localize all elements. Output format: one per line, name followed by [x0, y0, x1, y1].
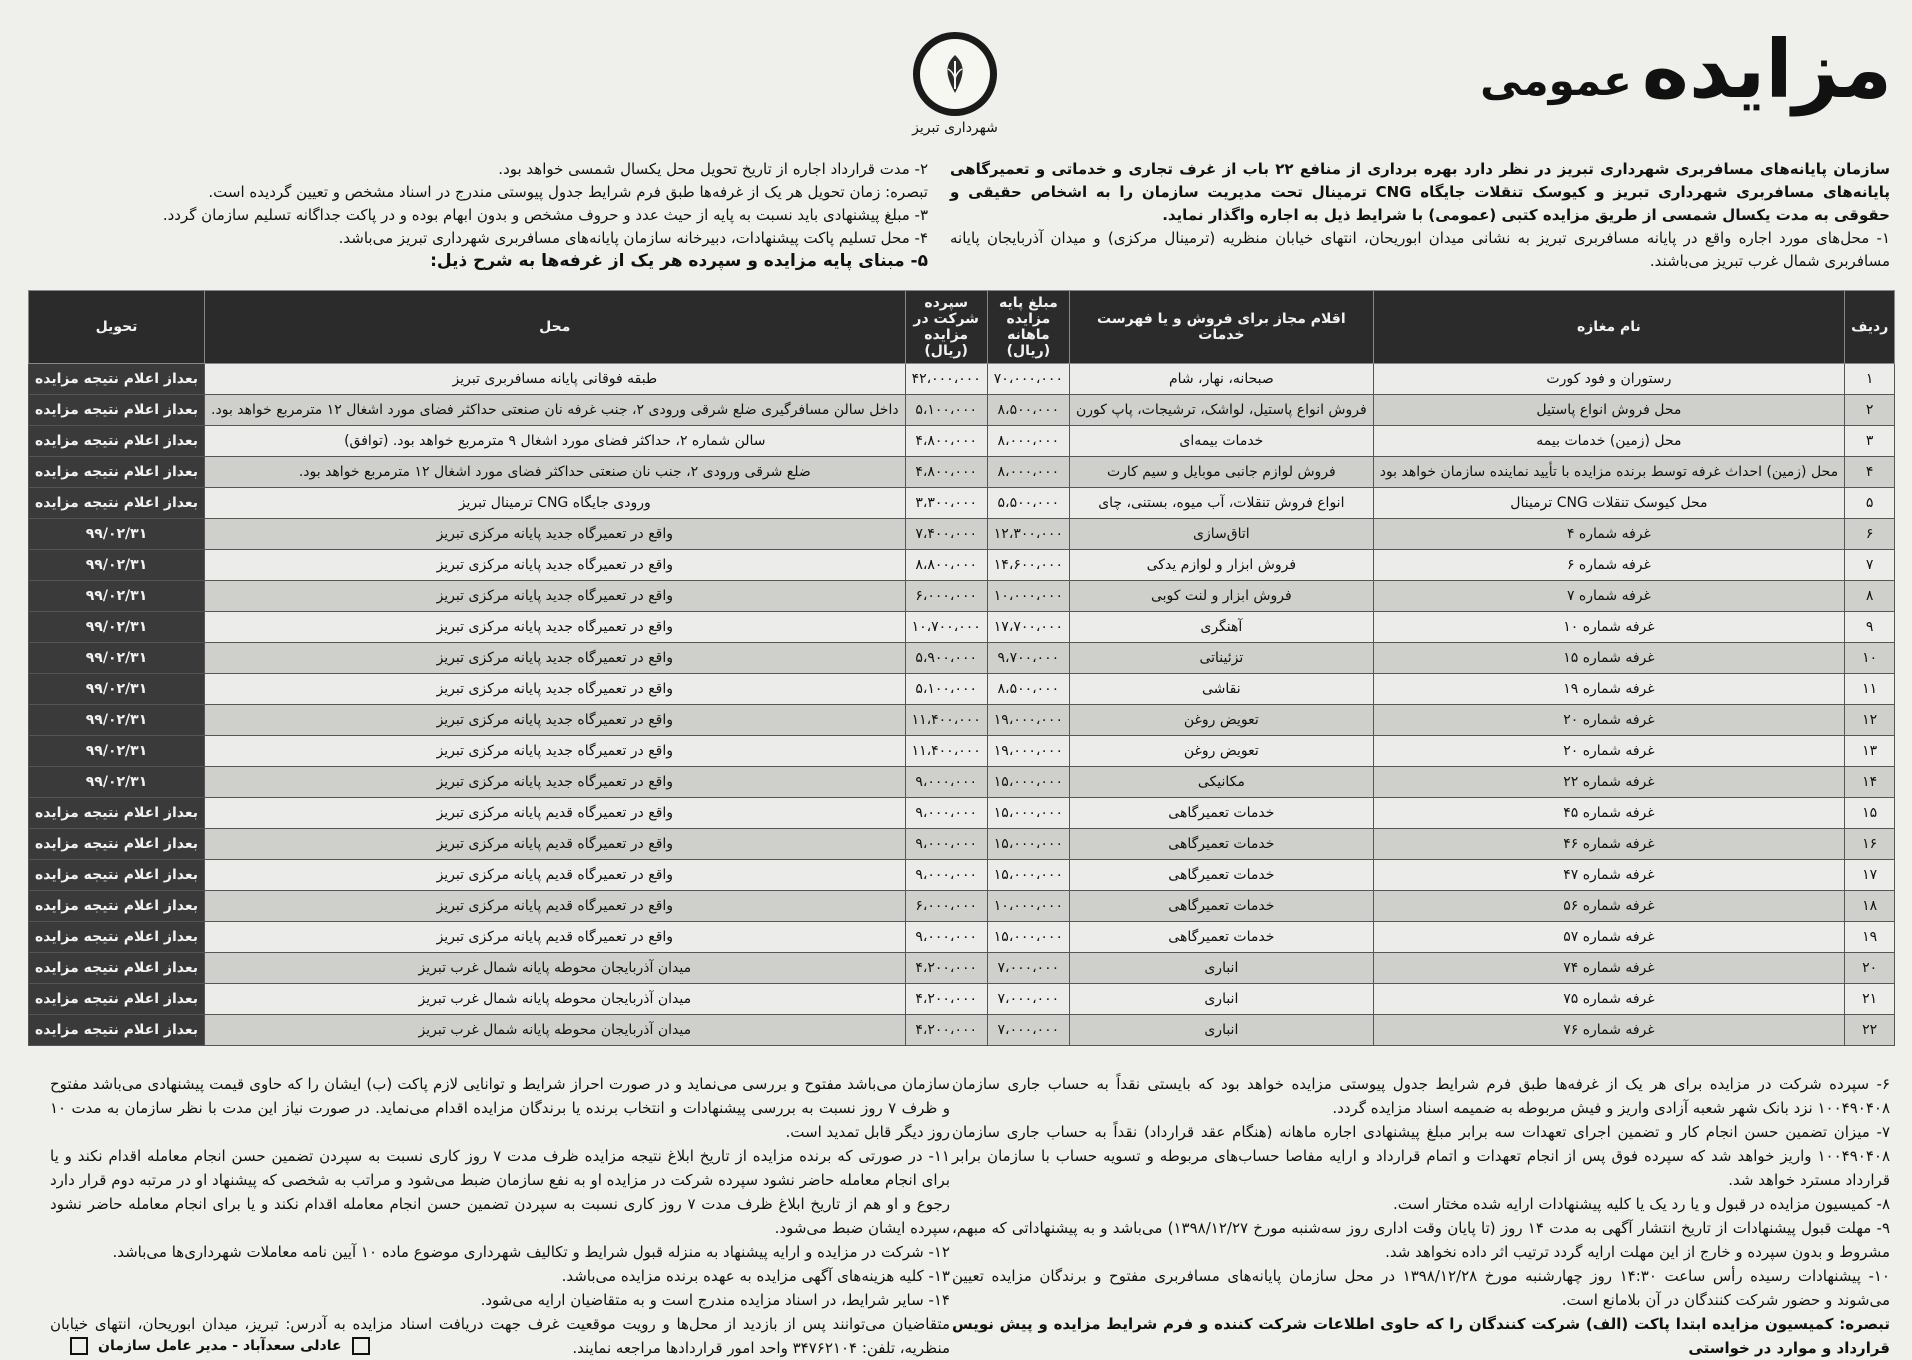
col-header-items: اقلام مجاز برای فروش و یا فهرست خدمات	[1069, 291, 1373, 364]
cell-delivery: ۹۹/۰۲/۳۱	[29, 674, 205, 705]
table-row	[29, 581, 1895, 612]
term-item: متقاضیان می‌توانند پس از بازدید از محل‌ها و رویت موقعیت غرف جهت دریافت اسناد مزایده به آدرس: تبریز، میدان ابوریحان، انتهای خیابان منظریه، تلفن: ۳۴۷۶۲۱۰۴ واحد امور قراردادها مراجعه نمایند.	[50, 1315, 950, 1357]
cell-location: واقع در تعمیرگاه جدید پایانه مرکزی تبریز	[205, 674, 906, 705]
logo-emblem-icon	[913, 32, 997, 116]
cell-shop-name: غرفه شماره ۷۶	[1373, 1015, 1844, 1046]
term-item: ۱۲- شرکت در مزایده و ارایه پیشنهاد به منزله قبول شرایط و تکالیف شهرداری موضوع ماده ۱۰ آیین نامه معاملات شهرداری‌ها می‌باشد.	[112, 1243, 950, 1261]
cell-shop-name: غرفه شماره ۵۷	[1373, 922, 1844, 953]
intro-right	[950, 158, 1890, 273]
municipality-logo	[880, 32, 1030, 142]
cell-row-number: ۱۹	[1845, 922, 1895, 953]
cell-base-price: ۱۵،۰۰۰،۰۰۰	[987, 798, 1069, 829]
cell-items: خدمات بیمه‌ای	[1069, 426, 1373, 457]
term-item: ۶- سپرده شرکت در مزایده برای هر یک از غرفه‌ها طبق فرم شرایط جدول پیوستی مزایده خواهد بود که بایستی نقداً به حساب جاری سازمان ۱۰۰۴۹۰۴۰۸ نزد بانک شهر شعبه آزادی واریز و فیش مربوطه به ضمیمه اسناد مزایده گردد.	[952, 1075, 1890, 1117]
cell-row-number: ۱۸	[1845, 891, 1895, 922]
cell-base-price: ۸،۰۰۰،۰۰۰	[987, 457, 1069, 488]
cell-row-number: ۴	[1845, 457, 1895, 488]
term-item: ۱۱- در صورتی که برنده مزایده از تاریخ ابلاغ نتیجه مزایده ظرف مدت ۷ روز کاری نسبت به سپردن تضمین حسن انجام معامله اقدام نکند و یا برای انجام معامله حاضر نشود سپرده شرکت در مزایده او به نفع سازمان ضبط می‌شود و مراتب به شخصی که پیشنهاد او در مرتبه دوم قرار دارد رجوع و او هم از تاریخ ابلاغ ظرف مدت ۷ روز کاری نسبت به سپردن تضمین حسن انجام معامله اقدام نکند و یا برای انجام معامله حاضر نشود سپرده ایشان ضبط می‌شود.	[50, 1147, 950, 1237]
cell-delivery: ۹۹/۰۲/۳۱	[29, 643, 205, 674]
cell-delivery: ۹۹/۰۲/۳۱	[29, 519, 205, 550]
cell-row-number: ۱	[1845, 364, 1895, 395]
condition-item: ۲- مدت قرارداد اجاره از تاریخ تحویل محل یکسال شمسی خواهد بود.	[498, 160, 928, 178]
table-row	[29, 395, 1895, 426]
cell-row-number: ۲۰	[1845, 953, 1895, 984]
cell-deposit: ۶،۰۰۰،۰۰۰	[905, 891, 987, 922]
cell-base-price: ۱۴،۶۰۰،۰۰۰	[987, 550, 1069, 581]
table-row	[29, 674, 1895, 705]
cell-items: اتاق‌سازی	[1069, 519, 1373, 550]
cell-location: واقع در تعمیرگاه جدید پایانه مرکزی تبریز	[205, 581, 906, 612]
cell-delivery: بعداز اعلام نتیجه مزایده	[29, 953, 205, 984]
cell-location: طبقه فوقانی پایانه مسافربری تبریز	[205, 364, 906, 395]
cell-items: خدمات تعمیرگاهی	[1069, 922, 1373, 953]
cell-base-price: ۸،۵۰۰،۰۰۰	[987, 674, 1069, 705]
table-row	[29, 891, 1895, 922]
cell-row-number: ۳	[1845, 426, 1895, 457]
cell-shop-name: محل کیوسک تنقلات CNG ترمینال	[1373, 488, 1844, 519]
cell-location: واقع در تعمیرگاه جدید پایانه مرکزی تبریز	[205, 519, 906, 550]
cell-row-number: ۱۶	[1845, 829, 1895, 860]
cell-base-price: ۱۲،۳۰۰،۰۰۰	[987, 519, 1069, 550]
intro-left	[28, 158, 928, 273]
table-row	[29, 519, 1895, 550]
cell-shop-name: غرفه شماره ۱۵	[1373, 643, 1844, 674]
cell-base-price: ۱۵،۰۰۰،۰۰۰	[987, 860, 1069, 891]
term-item: سازمان می‌باشد مفتوح و بررسی می‌نماید و در صورت احراز شرایط و توانایی لازم پاکت (ب) ایشان را که حاوی قیمت پیشنهادی می‌باشد مفتوح و ظرف ۷ روز نسبت به بررسی پیشنهادات و انتخاب برنده یا برندگان مزایده اقدام می‌نماید. در صورت نیاز این مدت با نظر سازمان به مدت ۱۰ روز دیگر قابل تمدید است.	[50, 1075, 950, 1141]
cell-items: نقاشی	[1069, 674, 1373, 705]
table-row	[29, 736, 1895, 767]
cell-deposit: ۹،۰۰۰،۰۰۰	[905, 829, 987, 860]
cell-deposit: ۷،۴۰۰،۰۰۰	[905, 519, 987, 550]
cell-delivery: بعداز اعلام نتیجه مزایده	[29, 364, 205, 395]
cell-delivery: بعداز اعلام نتیجه مزایده	[29, 798, 205, 829]
term-item: ۱۰- پیشنهادات رسیده رأس ساعت ۱۴:۳۰ روز چهارشنبه مورخ ۱۳۹۸/۱۲/۲۸ در محل سازمان پایانه‌های مسافربری مفتوح و برندگان مزایده تعیین می‌شوند و حضور شرکت کنندگان در آن بلامانع است.	[952, 1267, 1890, 1309]
cell-base-price: ۷۰،۰۰۰،۰۰۰	[987, 364, 1069, 395]
cell-shop-name: محل فروش انواع پاستیل	[1373, 395, 1844, 426]
auction-table	[28, 290, 1895, 1046]
cell-row-number: ۱۲	[1845, 705, 1895, 736]
cell-delivery: بعداز اعلام نتیجه مزایده	[29, 984, 205, 1015]
cell-delivery: بعداز اعلام نتیجه مزایده	[29, 395, 205, 426]
cell-deposit: ۱۱،۴۰۰،۰۰۰	[905, 705, 987, 736]
cell-row-number: ۱۷	[1845, 860, 1895, 891]
cell-base-price: ۸،۵۰۰،۰۰۰	[987, 395, 1069, 426]
cell-row-number: ۷	[1845, 550, 1895, 581]
col-header-deposit: سپرده شرکت در مزایده (ریال)	[905, 291, 987, 364]
cell-deposit: ۴،۸۰۰،۰۰۰	[905, 457, 987, 488]
cell-deposit: ۶،۰۰۰،۰۰۰	[905, 581, 987, 612]
cell-items: انباری	[1069, 1015, 1373, 1046]
table-row	[29, 860, 1895, 891]
square-icon	[70, 1337, 88, 1355]
cell-row-number: ۱۴	[1845, 767, 1895, 798]
table-header-row	[29, 291, 1895, 364]
cell-location: میدان آذربایجان محوطه پایانه شمال غرب تبریز	[205, 953, 906, 984]
cell-location: واقع در تعمیرگاه قدیم پایانه مرکزی تبریز	[205, 922, 906, 953]
term-item: ۸- کمیسیون مزایده در قبول و یا رد یک یا کلیه پیشنهادات ارایه شده مختار است.	[1392, 1195, 1890, 1213]
logo-caption: شهرداری تبریز	[912, 120, 998, 136]
signatory: عادلی سعدآباد - مدیر عامل سازمان	[98, 1338, 342, 1354]
term-item: ۷- میزان تضمین حسن انجام کار و تضمین اجرای تعهدات سه برابر مبلغ پیشنهادی اجاره ماهانه (هنگام عقد قرارداد) نقداً به حساب جاری سازمان ۱۰۰۴۹۰۴۰۸ واریز خواهد شد که سپرده فوق پس از انجام تعهدات و اتمام قرارداد و ارایه مفاصا حساب‌های مربوطه و تسویه حساب با سازمان برابر قرارداد مسترد خواهد شد.	[952, 1123, 1890, 1189]
cell-row-number: ۱۵	[1845, 798, 1895, 829]
cell-delivery: بعداز اعلام نتیجه مزایده	[29, 457, 205, 488]
cell-items: مکانیکی	[1069, 767, 1373, 798]
col-header-row-number: ردیف	[1845, 291, 1895, 364]
cell-shop-name: غرفه شماره ۱۰	[1373, 612, 1844, 643]
terms-right	[952, 1072, 1890, 1360]
cell-deposit: ۳،۳۰۰،۰۰۰	[905, 488, 987, 519]
cell-deposit: ۴،۲۰۰،۰۰۰	[905, 1015, 987, 1046]
intro-paragraph: ۱- محل‌های مورد اجاره واقع در پایانه مسافربری تبریز به نشانی میدان ابوریحان، انتهای خیابان منظریه (ترمینال مرکزی) و میدان آذربایجان پایانه مسافربری شمال غرب تبریز می‌باشند.	[950, 229, 1890, 270]
cell-delivery: ۹۹/۰۲/۳۱	[29, 705, 205, 736]
cell-items: انباری	[1069, 984, 1373, 1015]
cell-location: واقع در تعمیرگاه جدید پایانه مرکزی تبریز	[205, 550, 906, 581]
table-row	[29, 364, 1895, 395]
cell-shop-name: غرفه شماره ۱۹	[1373, 674, 1844, 705]
cell-delivery: ۹۹/۰۲/۳۱	[29, 550, 205, 581]
cell-deposit: ۵،۱۰۰،۰۰۰	[905, 674, 987, 705]
cell-items: خدمات تعمیرگاهی	[1069, 798, 1373, 829]
term-item: ۱۴- سایر شرایط، در اسناد مزایده مندرج است و به متقاضیان ارایه می‌شود.	[480, 1291, 950, 1309]
cell-location: میدان آذربایجان محوطه پایانه شمال غرب تبریز	[205, 1015, 906, 1046]
cell-deposit: ۸،۸۰۰،۰۰۰	[905, 550, 987, 581]
cell-items: خدمات تعمیرگاهی	[1069, 829, 1373, 860]
cell-location: واقع در تعمیرگاه جدید پایانه مرکزی تبریز	[205, 612, 906, 643]
cell-delivery: ۹۹/۰۲/۳۱	[29, 581, 205, 612]
cell-base-price: ۱۹،۰۰۰،۰۰۰	[987, 705, 1069, 736]
cell-items: فروش ابزار و لوازم یدکی	[1069, 550, 1373, 581]
cell-delivery: ۹۹/۰۲/۳۱	[29, 736, 205, 767]
intro-paragraph: سازمان پایانه‌های مسافربری شهرداری تبریز در نظر دارد بهره برداری از منافع ۲۲ باب از غرف تجاری و خدماتی و تعمیرگاهی پایانه‌های مسافربری شهرداری تبریز و کیوسک تنقلات جایگاه CNG ترمینال تحت مدیریت سازمان را به اشخاص حقیقی و حقوقی به مدت یکسال شمسی از طریق مزایده کتبی (عمومی) با شرایط ذیل به اجاره واگذار نماید.	[950, 160, 1891, 224]
cell-shop-name: محل (زمین) احداث غرفه توسط برنده مزایده با تأیید نماینده سازمان خواهد بود	[1373, 457, 1844, 488]
condition-item: ۳- مبلغ پیشنهادی باید نسبت به پایه از حیث عدد و حروف مشخص و بدون ابهام بوده و در پاکت جداگانه تسلیم سازمان گردد.	[162, 206, 928, 224]
cell-deposit: ۹،۰۰۰،۰۰۰	[905, 922, 987, 953]
cell-deposit: ۹،۰۰۰،۰۰۰	[905, 767, 987, 798]
table-row	[29, 1015, 1895, 1046]
cell-items: فروش ابزار و لنت کوبی	[1069, 581, 1373, 612]
cell-deposit: ۴،۲۰۰،۰۰۰	[905, 953, 987, 984]
cell-location: واقع در تعمیرگاه قدیم پایانه مرکزی تبریز	[205, 891, 906, 922]
cell-base-price: ۱۵،۰۰۰،۰۰۰	[987, 829, 1069, 860]
cell-items: خدمات تعمیرگاهی	[1069, 891, 1373, 922]
cell-delivery: بعداز اعلام نتیجه مزایده	[29, 426, 205, 457]
cell-shop-name: غرفه شماره ۲۰	[1373, 705, 1844, 736]
cell-items: فروش انواع پاستیل، لواشک، ترشیجات، پاپ کورن	[1069, 395, 1373, 426]
cell-deposit: ۹،۰۰۰،۰۰۰	[905, 860, 987, 891]
table-row	[29, 767, 1895, 798]
cell-location: واقع در تعمیرگاه جدید پایانه مرکزی تبریز	[205, 705, 906, 736]
cell-row-number: ۶	[1845, 519, 1895, 550]
cell-location: واقع در تعمیرگاه قدیم پایانه مرکزی تبریز	[205, 829, 906, 860]
cell-base-price: ۸،۰۰۰،۰۰۰	[987, 426, 1069, 457]
cell-base-price: ۷،۰۰۰،۰۰۰	[987, 984, 1069, 1015]
cell-location: ورودی جایگاه CNG ترمینال تبریز	[205, 488, 906, 519]
cell-location: واقع در تعمیرگاه جدید پایانه مرکزی تبریز	[205, 643, 906, 674]
cell-row-number: ۲	[1845, 395, 1895, 426]
cell-items: تعویض روغن	[1069, 705, 1373, 736]
col-header-location: محل	[205, 291, 906, 364]
cell-base-price: ۷،۰۰۰،۰۰۰	[987, 953, 1069, 984]
cell-base-price: ۵،۵۰۰،۰۰۰	[987, 488, 1069, 519]
cell-location: ضلع شرقی ورودی ۲، جنب نان صنعتی حداکثر فضای مورد اشغال ۱۲ مترمربع خواهد بود.	[205, 457, 906, 488]
cell-row-number: ۲۱	[1845, 984, 1895, 1015]
cell-shop-name: غرفه شماره ۴۷	[1373, 860, 1844, 891]
cell-row-number: ۱۰	[1845, 643, 1895, 674]
cell-location: واقع در تعمیرگاه جدید پایانه مرکزی تبریز	[205, 767, 906, 798]
cell-base-price: ۹،۷۰۰،۰۰۰	[987, 643, 1069, 674]
table-body	[29, 364, 1895, 1046]
cell-base-price: ۱۵،۰۰۰،۰۰۰	[987, 767, 1069, 798]
cell-items: فروش لوازم جانبی موبایل و سیم کارت	[1069, 457, 1373, 488]
cell-shop-name: غرفه شماره ۲۰	[1373, 736, 1844, 767]
cell-location: میدان آذربایجان محوطه پایانه شمال غرب تبریز	[205, 984, 906, 1015]
cell-row-number: ۵	[1845, 488, 1895, 519]
table-row	[29, 612, 1895, 643]
title-main: مزایده	[1641, 23, 1892, 116]
cell-items: آهنگری	[1069, 612, 1373, 643]
table-row	[29, 457, 1895, 488]
term-item: ۹- مهلت قبول پیشنهادات از تاریخ انتشار آگهی به مدت ۱۴ روز (تا پایان وقت اداری روز سه‌شنبه مورخ ۱۳۹۸/۱۲/۲۷) می‌باشد و به پیشنهاداتی که مبهم، مشروط و بدون سپرده و خارج از این مهلت ارایه گردد ترتیب اثر داده نخواهد شد.	[952, 1219, 1891, 1261]
cell-shop-name: غرفه شماره ۷۵	[1373, 984, 1844, 1015]
cell-base-price: ۱۷،۷۰۰،۰۰۰	[987, 612, 1069, 643]
table-heading: ۵- مبنای پایه مزایده و سپرده هر یک از غرفه‌ها به شرح ذیل:	[430, 251, 928, 271]
cell-location: واقع در تعمیرگاه جدید پایانه مرکزی تبریز	[205, 736, 906, 767]
cell-items: انواع فروش تنقلات، آب میوه، بستنی، چای	[1069, 488, 1373, 519]
cell-delivery: بعداز اعلام نتیجه مزایده	[29, 1015, 205, 1046]
cell-shop-name: محل (زمین) خدمات بیمه	[1373, 426, 1844, 457]
cell-shop-name: غرفه شماره ۴	[1373, 519, 1844, 550]
table-row	[29, 829, 1895, 860]
cell-location: واقع در تعمیرگاه قدیم پایانه مرکزی تبریز	[205, 860, 906, 891]
cell-row-number: ۹	[1845, 612, 1895, 643]
term-note: تبصره: کمیسیون مزایده ابتدا پاکت (الف) شرکت کنندگان را که حاوی اطلاعات شرکت کننده و فرم شرایط مزایده و پیش نویس قرارداد و موارد در خواستی	[952, 1315, 1890, 1357]
condition-item: تبصره: زمان تحویل هر یک از غرفه‌ها طبق فرم شرایط جدول پیوستی مندرج در اسناد مشخص و تعیین گردیده است.	[208, 183, 928, 201]
table-row	[29, 643, 1895, 674]
cell-row-number: ۱۳	[1845, 736, 1895, 767]
cell-delivery: ۹۹/۰۲/۳۱	[29, 612, 205, 643]
cell-base-price: ۱۹،۰۰۰،۰۰۰	[987, 736, 1069, 767]
cell-shop-name: رستوران و فود کورت	[1373, 364, 1844, 395]
cell-row-number: ۸	[1845, 581, 1895, 612]
cell-shop-name: غرفه شماره ۶	[1373, 550, 1844, 581]
cell-base-price: ۷،۰۰۰،۰۰۰	[987, 1015, 1069, 1046]
cell-items: خدمات تعمیرگاهی	[1069, 860, 1373, 891]
table-row	[29, 488, 1895, 519]
col-header-base-price: مبلغ پایه مزایده ماهانه (ریال)	[987, 291, 1069, 364]
cell-delivery: ۹۹/۰۲/۳۱	[29, 767, 205, 798]
cell-items: تعویض روغن	[1069, 736, 1373, 767]
cell-base-price: ۱۰،۰۰۰،۰۰۰	[987, 891, 1069, 922]
table-row	[29, 705, 1895, 736]
title-sub: عمومی	[1480, 56, 1632, 105]
square-icon	[352, 1337, 370, 1355]
col-header-delivery: تحویل	[29, 291, 205, 364]
col-header-shop-name: نام مغازه	[1373, 291, 1844, 364]
condition-item: ۴- محل تسلیم پاکت پیشنهادات، دبیرخانه سازمان پایانه‌های مسافربری شهرداری تبریز می‌باشد.	[338, 229, 928, 247]
cell-shop-name: غرفه شماره ۲۲	[1373, 767, 1844, 798]
cell-base-price: ۱۰،۰۰۰،۰۰۰	[987, 581, 1069, 612]
title-block	[1480, 23, 1892, 116]
cell-row-number: ۲۲	[1845, 1015, 1895, 1046]
table-row	[29, 798, 1895, 829]
table-row	[29, 550, 1895, 581]
cell-items: تزئیناتی	[1069, 643, 1373, 674]
cell-base-price: ۱۵،۰۰۰،۰۰۰	[987, 922, 1069, 953]
cell-items: انباری	[1069, 953, 1373, 984]
cell-delivery: بعداز اعلام نتیجه مزایده	[29, 891, 205, 922]
cell-delivery: بعداز اعلام نتیجه مزایده	[29, 922, 205, 953]
cell-deposit: ۴،۲۰۰،۰۰۰	[905, 984, 987, 1015]
cell-deposit: ۱۱،۴۰۰،۰۰۰	[905, 736, 987, 767]
cell-location: واقع در تعمیرگاه قدیم پایانه مرکزی تبریز	[205, 798, 906, 829]
cell-shop-name: غرفه شماره ۷۴	[1373, 953, 1844, 984]
table-row	[29, 922, 1895, 953]
cell-deposit: ۵،۱۰۰،۰۰۰	[905, 395, 987, 426]
cell-location: داخل سالن مسافرگیری ضلع شرقی ورودی ۲، جنب غرفه نان صنعتی حداکثر فضای مورد اشغال ۱۲ مترمربع خواهد بود.	[205, 395, 906, 426]
cell-deposit: ۴۲،۰۰۰،۰۰۰	[905, 364, 987, 395]
cell-row-number: ۱۱	[1845, 674, 1895, 705]
cell-shop-name: غرفه شماره ۷	[1373, 581, 1844, 612]
cell-shop-name: غرفه شماره ۵۶	[1373, 891, 1844, 922]
cell-delivery: بعداز اعلام نتیجه مزایده	[29, 860, 205, 891]
cell-shop-name: غرفه شماره ۴۶	[1373, 829, 1844, 860]
cell-delivery: بعداز اعلام نتیجه مزایده	[29, 488, 205, 519]
cell-deposit: ۹،۰۰۰،۰۰۰	[905, 798, 987, 829]
table-row	[29, 984, 1895, 1015]
cell-deposit: ۱۰،۷۰۰،۰۰۰	[905, 612, 987, 643]
table-row	[29, 426, 1895, 457]
cell-delivery: بعداز اعلام نتیجه مزایده	[29, 829, 205, 860]
cell-items: صبحانه، نهار، شام	[1069, 364, 1373, 395]
terms-left	[50, 1072, 950, 1360]
cell-location: سالن شماره ۲، حداکثر فضای مورد اشغال ۹ مترمربع خواهد بود. (توافق)	[205, 426, 906, 457]
signature-footer	[70, 1337, 370, 1355]
cell-deposit: ۵،۹۰۰،۰۰۰	[905, 643, 987, 674]
cell-shop-name: غرفه شماره ۴۵	[1373, 798, 1844, 829]
term-item: ۱۳- کلیه هزینه‌های آگهی مزایده به عهده برنده مزایده می‌باشد.	[561, 1267, 950, 1285]
table-row	[29, 953, 1895, 984]
cell-deposit: ۴،۸۰۰،۰۰۰	[905, 426, 987, 457]
